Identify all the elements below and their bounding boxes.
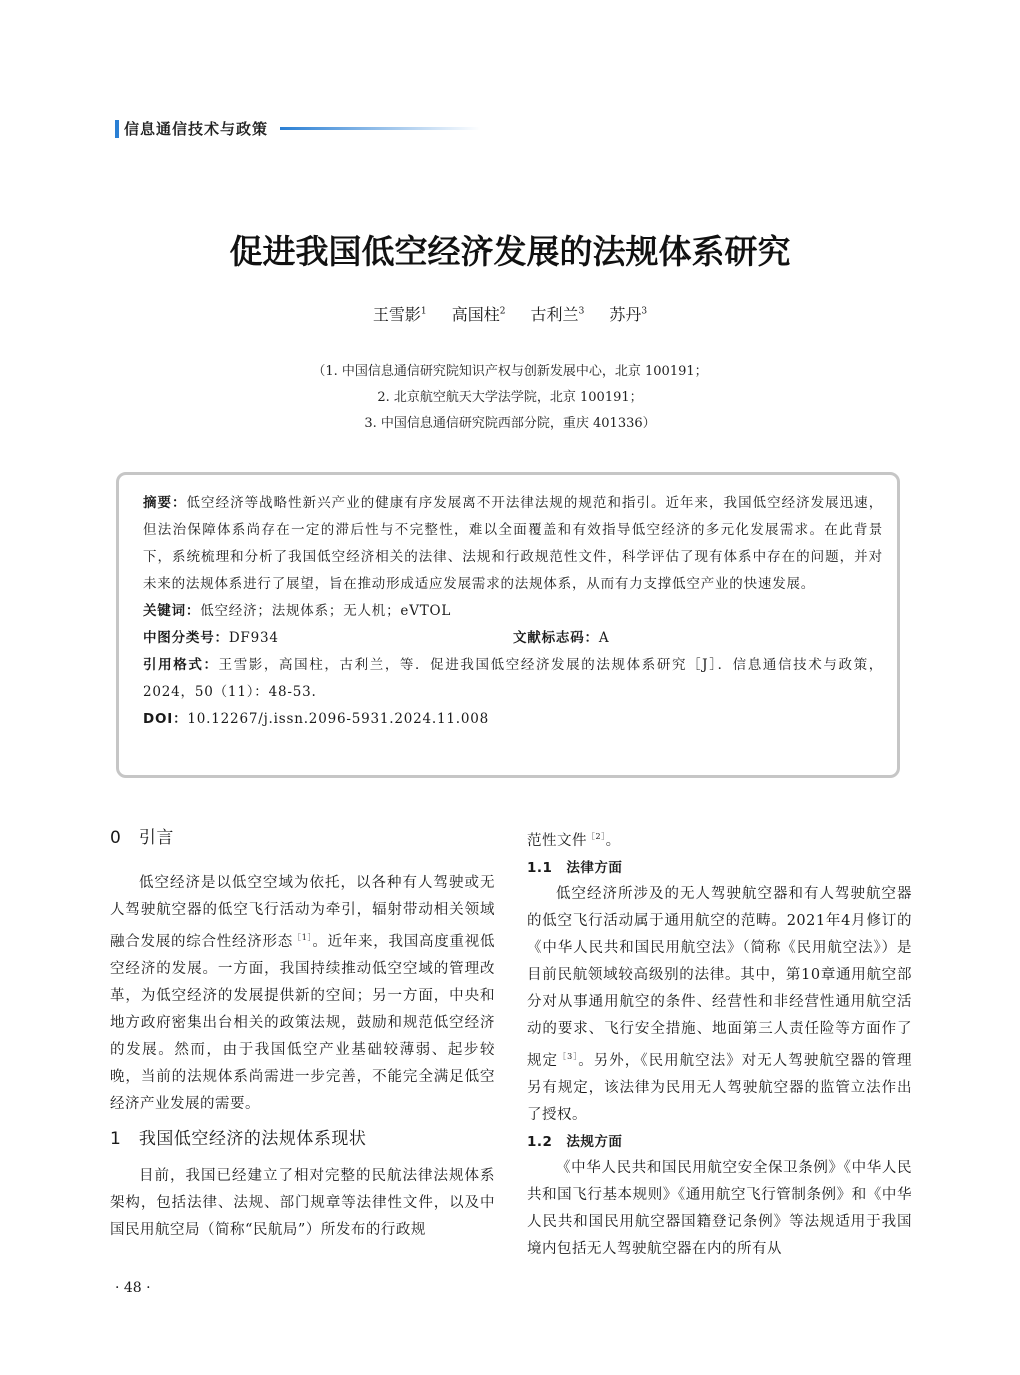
header-divider xyxy=(280,127,480,130)
header-accent-bar xyxy=(115,120,119,138)
clc-code: 中图分类号：DF934 xyxy=(143,630,279,646)
keywords: 关键词：低空经济；法规体系；无人机；eVTOL xyxy=(143,603,452,619)
paper-title: 促进我国低空经济发展的法规体系研究 xyxy=(229,232,791,271)
subsection-heading: 1.1 法律方面 xyxy=(527,859,623,876)
subsection-heading: 1.2 法规方面 xyxy=(527,1133,623,1150)
citation-format: 引用格式：王雪影，高国柱，古利兰，等．促进我国低空经济发展的法规体系研究［J］．信息通信技术与政策，2024，50（11）：48-53. xyxy=(143,657,884,700)
journal-section-label: 信息通信技术与政策 xyxy=(124,120,269,138)
abstract-text: 摘要：低空经济等战略性新兴产业的健康有序发展离不开法律法规的规范和指引。近年来，我国低空经济发展迅速，但法治保障体系尚存在一定的滞后性与不完整性，难以全面覆盖和有效指导低空经济的多元化发展需求。在此背景下，系统梳理和分析了我国低空经济相关的法律、法规和行政规范性文件，科学评估了现有体系中存在的问题，并对未来的法规体系进行了展望，旨在推动形成适应发展需求的法规体系，从而有力支撑低空产业的快速发展。 xyxy=(143,495,883,592)
paragraph: 目前，我国已经建立了相对完整的民航法律法规体系架构，包括法律、法规、部门规章等法律性文件，以及中国民用航空局（简称“民航局”）所发布的行政规 xyxy=(110,1167,495,1238)
abstract-content xyxy=(143,490,883,733)
page-number: · 48 · xyxy=(115,1280,151,1296)
classification-row xyxy=(143,625,883,652)
right-column xyxy=(527,823,912,1263)
affiliation: 3. 中国信息通信研究院西部分院，重庆 401336） xyxy=(364,416,656,431)
section-heading: 1 我国低空经济的法规体系现状 xyxy=(110,1128,367,1149)
paragraph: 低空经济是以低空空域为依托，以各种有人驾驶或无人驾驶航空器的低空飞行活动为牵引，辐射带动相关领域融合发展的综合性经济形态$^{[1]}$。近年来，我国高度重视低空经济的发展。一方面，我国持续推动低空空域的管理改革，为低空经济的发展提供新的空间；另一方面，中央和地方政府密集出台相关的政策法规，鼓励和规范低空经济的发展。然而，由于我国低空产业基础较薄弱、起步较晚，当前的法规体系尚需进一步完善，不能完全满足低空经济产业发展的需要。 xyxy=(110,875,496,1112)
affiliation: （1. 中国信息通信研究院知识产权与创新发展中心，北京 100191； xyxy=(312,364,708,379)
paragraph: 《中华人民共和国民用航空安全保卫条例》《中华人民共和国飞行基本规则》《通用航空飞行管制条例》和《中华人民共和国民用航空器国籍登记条例》等法规适用于我国境内包括无人驾驶航空器在内的所有从 xyxy=(527,1159,912,1257)
paragraph-continuation: 范性文件$^{[2]}$。 xyxy=(527,832,621,849)
author: 王雪影$^1$ xyxy=(372,305,427,324)
affiliation: 2. 北京航空航天大学法学院，北京 100191； xyxy=(377,390,643,405)
left-column xyxy=(110,825,495,1244)
author: 古利兰$^3$ xyxy=(530,305,585,324)
doi: DOI：10.12267/j.issn.2096-5931.2024.11.008 xyxy=(143,711,490,727)
paragraph: 低空经济所涉及的无人驾驶航空器和有人驾驶航空器的低空飞行活动属于通用航空的范畴。2021年4月修订的《中华人民共和国民用航空法》（简称《民用航空法》）是目前民航领域较高级别的法律。其中，第10章通用航空部分对从事通用航空的条件、经营性和非经营性通用航空活动的要求、飞行安全措施、地面第三人责任险等方面作了规定$^{[3]}$。另外，《民用航空法》对无人驾驶航空器的管理另有规定，该法律为民用无人驾驶航空器的监管立法作出了授权。 xyxy=(527,885,913,1123)
document-code: 文献标志码：A xyxy=(513,630,610,646)
section-heading: 0 引言 xyxy=(110,828,174,848)
author-list xyxy=(0,302,1020,325)
author: 高国柱$^2$ xyxy=(451,305,506,324)
author: 苏丹$^3$ xyxy=(609,305,648,324)
